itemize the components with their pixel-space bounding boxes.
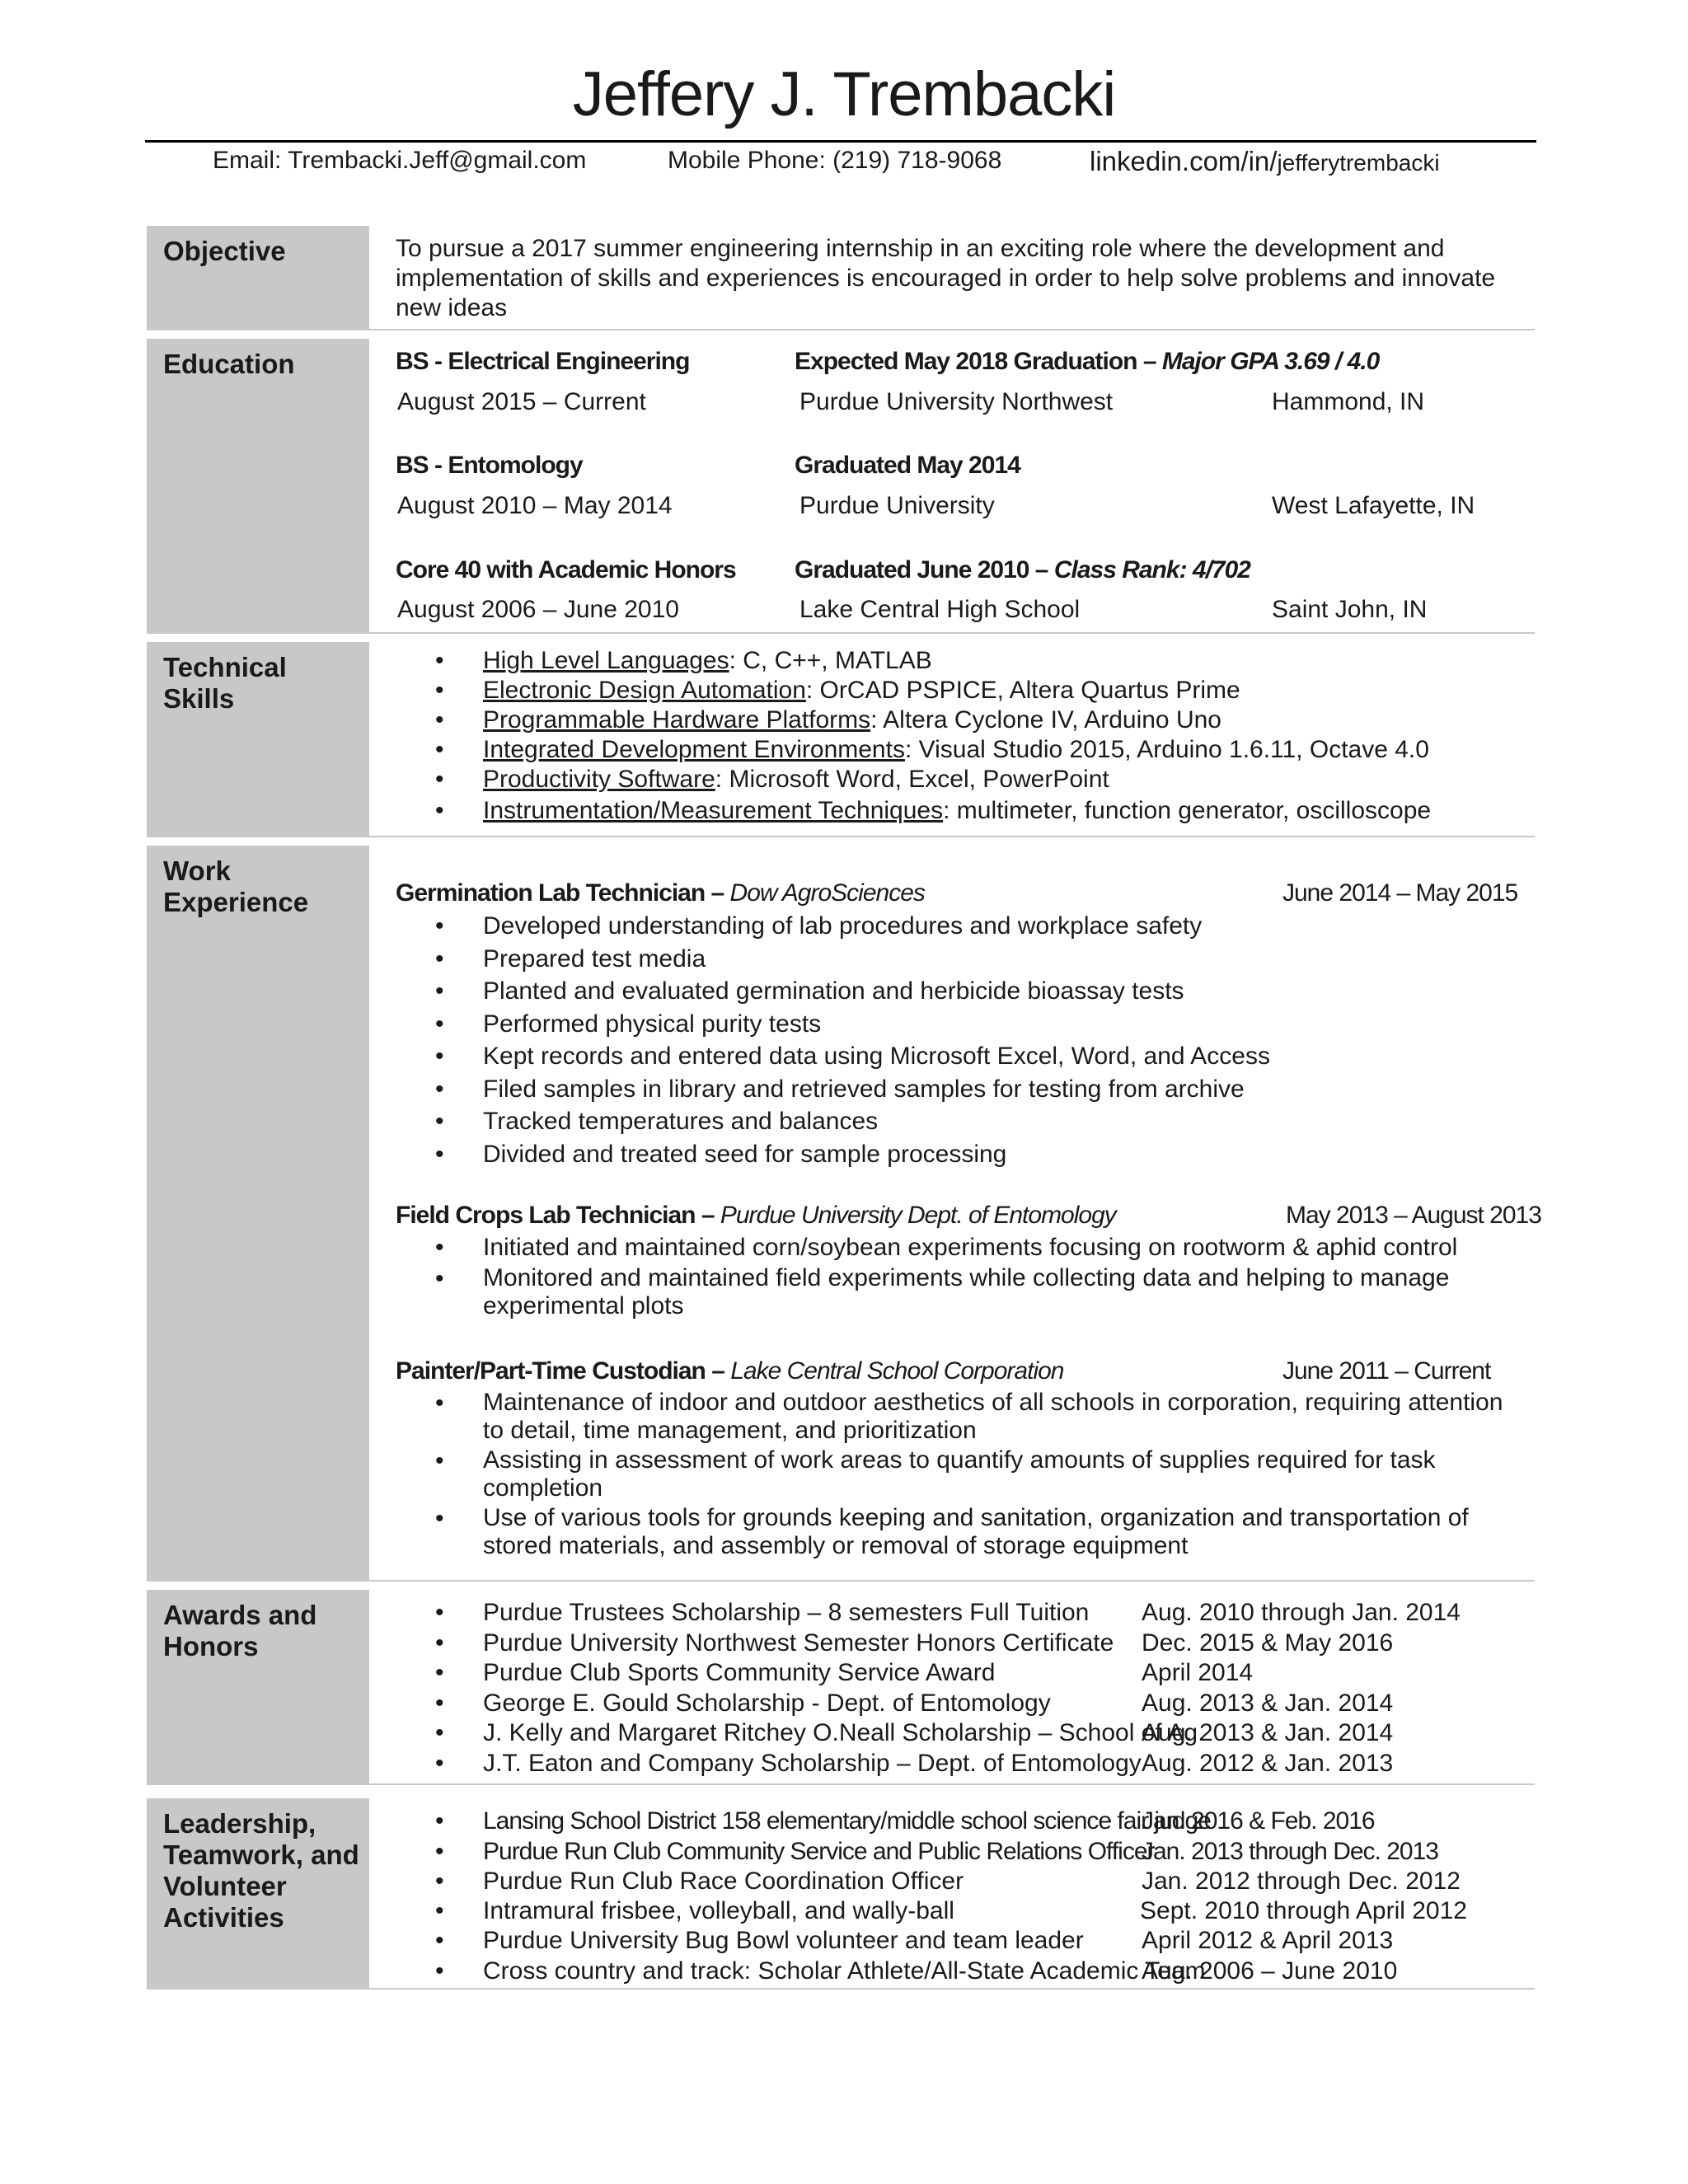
section-divider (369, 836, 1535, 837)
school-name: Lake Central High School (799, 596, 1081, 623)
degree-status-extra: Major GPA 3.69 / 4.0 (1156, 348, 1380, 375)
skill-text (483, 646, 932, 676)
degree-status-extra: Class Rank: 4/702 (1048, 556, 1250, 583)
job-bullet-text: Planted and evaluated germination and herbicide bioassay tests (483, 977, 1184, 1005)
bullet-icon: • (435, 1927, 444, 1954)
skill-text (483, 676, 1240, 705)
leadership-date: Jan. 2013 through Dec. 2013 (1142, 1838, 1438, 1865)
bullet-icon: • (435, 1599, 444, 1626)
job-heading (396, 879, 925, 908)
job-bullet-text: Performed physical purity tests (483, 1010, 822, 1038)
job-employer: Lake Central School Corporation (724, 1357, 1064, 1385)
job-bullet-text: Divided and treated seed for sample processing (483, 1141, 1007, 1168)
degree-dates: August 2010 – May 2014 (397, 492, 673, 519)
skill-text (483, 735, 1429, 765)
job-employer: Purdue University Dept. of Entomology (714, 1202, 1116, 1229)
skill-category: Integrated Development Environments (483, 736, 905, 763)
degree: Core 40 with Academic Honors (396, 556, 736, 583)
job-bullet-text: Prepared test media (483, 945, 706, 972)
bullet-icon: • (435, 1010, 444, 1038)
leadership-date: Sept. 2010 through April 2012 (1140, 1897, 1467, 1924)
contact-linkedin (1090, 147, 1440, 178)
section-technical-skills (147, 642, 1535, 837)
award-text: Purdue University Northwest Semester Honors Certificate (483, 1629, 1114, 1657)
bullet-icon: • (435, 1897, 444, 1924)
skill-values: : Altera Cyclone IV, Arduino Uno (870, 706, 1221, 733)
section-sidebar (147, 1798, 369, 1990)
section-divider (369, 632, 1535, 634)
award-text: J. Kelly and Margaret Ritchey O.Neall Scholarship – School of Ag. (483, 1719, 1205, 1746)
degree-dates: August 2006 – June 2010 (397, 596, 679, 623)
degree-status-main: Expected May 2018 Graduation – (795, 348, 1156, 375)
job-title: Field Crops Lab Technician – (396, 1202, 715, 1229)
section-work-experience (147, 846, 1541, 1582)
skill-category: Instrumentation/Measurement Techniques (483, 797, 944, 824)
degree-status-main: Graduated June 2010 – (795, 556, 1048, 583)
job-title: Germination Lab Technician – (396, 879, 724, 907)
job-bullet-text: Tracked temperatures and balances (483, 1108, 879, 1135)
bullet-icon: • (435, 1719, 444, 1746)
section-sidebar (147, 226, 369, 330)
degree: BS - Entomology (396, 452, 583, 479)
skill-values: : C, C++, MATLAB (729, 647, 932, 674)
degree-status: Graduated May 2014 (795, 452, 1020, 479)
award-date: Aug. 2010 through Jan. 2014 (1142, 1599, 1461, 1626)
bullet-icon: • (435, 1838, 443, 1865)
award-date: April 2014 (1142, 1659, 1254, 1686)
skill-values: : Microsoft Word, Excel, PowerPoint (715, 766, 1109, 793)
bullet-icon: • (435, 1141, 444, 1168)
skill-text (483, 796, 1431, 826)
job-bullet-text: Use of various tools for grounds keeping and sanitation, organization and transportation of stored materials, and assembly or removal of storage equipment (483, 1504, 1469, 1559)
job-employer: Dow AgroSciences (724, 879, 925, 907)
section-divider (369, 329, 1535, 330)
degree-status (795, 555, 1250, 585)
bullet-icon: • (435, 736, 444, 763)
bullet-icon: • (435, 1629, 444, 1657)
section-sidebar (147, 339, 369, 634)
section-divider (369, 1783, 1535, 1785)
job-bullet-text: Maintenance of indoor and outdoor aesthetics of all schools in corporation, requiring attention to detail, time management, and prioritization (483, 1389, 1503, 1444)
bullet-icon: • (435, 797, 444, 824)
bullet-icon: • (435, 1868, 444, 1895)
section-label: Education (163, 349, 295, 379)
job-bullet-text: Monitored and maintained field experiments while collecting data and helping to manage experimental plots (483, 1264, 1450, 1319)
bullet-icon: • (435, 677, 444, 704)
degree-status (795, 347, 1379, 377)
section-leadership (147, 1798, 1535, 1990)
leadership-text: Purdue Run Club Race Coordination Officer (483, 1868, 964, 1895)
degree-dates: August 2015 – Current (397, 388, 646, 415)
school-name: Purdue University Northwest (799, 388, 1114, 415)
job-bullet-text: Kept records and entered data using Microsoft Excel, Word, and Access (483, 1043, 1270, 1070)
skill-text (483, 765, 1109, 794)
bullet-icon: • (435, 647, 444, 674)
linkedin-handle: jefferytrembacki (1277, 150, 1440, 176)
leadership-date: Jan. 2016 & Feb. 2016 (1142, 1807, 1375, 1835)
leadership-date: Aug. 2006 – June 2010 (1142, 1957, 1398, 1985)
award-date: Dec. 2015 & May 2016 (1142, 1629, 1394, 1657)
job-bullet-text: Assisting in assessment of work areas to quantify amounts of supplies required for task completion (483, 1446, 1436, 1502)
leadership-date: April 2012 & April 2013 (1142, 1927, 1394, 1954)
bullet-icon: • (435, 766, 444, 793)
leadership-text: Cross country and track: Scholar Athlete/All-State Academic Team (483, 1957, 1206, 1985)
job-heading (396, 1357, 1063, 1386)
bullet-icon: • (435, 1505, 444, 1532)
bullet-icon: • (435, 1076, 444, 1103)
section-objective (147, 226, 1535, 330)
award-text: Purdue Club Sports Community Service Award (483, 1659, 996, 1686)
section-label: Technical Skills (163, 652, 287, 714)
leadership-text: Lansing School District 158 elementary/middle school science fair judge (483, 1807, 1211, 1835)
section-label: Work Experience (163, 855, 309, 917)
section-label: Awards and Honors (163, 1600, 317, 1661)
job-dates: June 2011 – Current (1282, 1357, 1491, 1385)
objective-text: To pursue a 2017 summer engineering internship in an exciting role where the development and implementation of skills and experiences is encouraged in order to help solve problems and innovate new ideas (396, 235, 1496, 321)
job-dates: May 2013 – August 2013 (1286, 1202, 1541, 1229)
job-bullet-text: Initiated and maintained corn/soybean experiments focusing on rootworm & aphid control (483, 1234, 1458, 1261)
resume-name: Jeffery J. Trembacki (572, 59, 1116, 129)
school-location: Hammond, IN (1272, 388, 1425, 415)
school-location: Saint John, IN (1272, 596, 1428, 623)
school-location: West Lafayette, IN (1272, 492, 1475, 519)
award-text: Purdue Trustees Scholarship – 8 semesters Full Tuition (483, 1599, 1090, 1626)
skill-category: Productivity Software (483, 766, 715, 793)
section-sidebar (147, 642, 369, 837)
bullet-icon: • (435, 1957, 444, 1985)
job-dates: June 2014 – May 2015 (1282, 879, 1518, 907)
award-date: Aug. 2013 & Jan. 2014 (1142, 1690, 1394, 1717)
section-awards (147, 1590, 1535, 1785)
skill-values: : Visual Studio 2015, Arduino 1.6.11, Octave 4.0 (904, 736, 1429, 763)
bullet-icon: • (435, 1447, 444, 1474)
award-text: George E. Gould Scholarship - Dept. of Entomology (483, 1690, 1051, 1717)
skill-values: : multimeter, function generator, oscilloscope (943, 797, 1432, 824)
section-divider (369, 1580, 1535, 1582)
section-sidebar (147, 1590, 369, 1785)
skill-text (483, 705, 1221, 735)
section-label: Objective (163, 236, 286, 266)
section-divider (369, 1988, 1535, 1990)
bullet-icon: • (435, 1659, 444, 1686)
leadership-date: Jan. 2012 through Dec. 2012 (1142, 1868, 1461, 1895)
award-text: J.T. Eaton and Company Scholarship – Dept. of Entomology (483, 1750, 1142, 1777)
bullet-icon: • (435, 1043, 444, 1070)
bullet-icon: • (435, 1234, 444, 1261)
section-label: Leadership, Teamwork, and Volunteer Activities (163, 1808, 359, 1933)
leadership-text: Purdue University Bug Bowl volunteer and team leader (483, 1927, 1084, 1954)
contact-phone: Mobile Phone: (219) 718-9068 (668, 147, 1002, 174)
skill-category: Programmable Hardware Platforms (483, 706, 871, 733)
school-name: Purdue University (799, 492, 995, 519)
bullet-icon: • (435, 1390, 444, 1417)
bullet-icon: • (435, 1108, 444, 1135)
contact-email: Email: Trembacki.Jeff@gmail.com (213, 147, 587, 174)
bullet-icon: • (435, 1807, 443, 1835)
section-education (147, 339, 1535, 634)
bullet-icon: • (435, 1265, 444, 1292)
job-bullet-text: Filed samples in library and retrieved samples for testing from archive (483, 1076, 1245, 1103)
skill-values: : OrCAD PSPICE, Altera Quartus Prime (805, 677, 1240, 704)
leadership-text: Intramural frisbee, volleyball, and wally-ball (483, 1897, 954, 1924)
job-heading (396, 1201, 1116, 1230)
skill-category: Electronic Design Automation (483, 677, 806, 704)
leadership-text: Purdue Run Club Community Service and Public Relations Officer (483, 1838, 1155, 1865)
bullet-icon: • (435, 912, 444, 940)
job-bullet-text: Developed understanding of lab procedures and workplace safety (483, 912, 1203, 940)
job-title: Painter/Part-Time Custodian – (396, 1357, 724, 1385)
degree: BS - Electrical Engineering (396, 348, 690, 375)
bullet-icon: • (435, 706, 444, 733)
bullet-icon: • (435, 977, 444, 1005)
bullet-icon: • (435, 1690, 444, 1717)
header-divider (145, 140, 1536, 143)
award-date: Aug. 2013 & Jan. 2014 (1142, 1719, 1394, 1746)
linkedin-prefix: linkedin.com/in/ (1090, 146, 1278, 176)
award-date: Aug. 2012 & Jan. 2013 (1142, 1750, 1394, 1777)
skill-category: High Level Languages (483, 647, 729, 674)
bullet-icon: • (435, 1750, 444, 1777)
bullet-icon: • (435, 945, 444, 972)
section-sidebar (147, 846, 369, 1582)
